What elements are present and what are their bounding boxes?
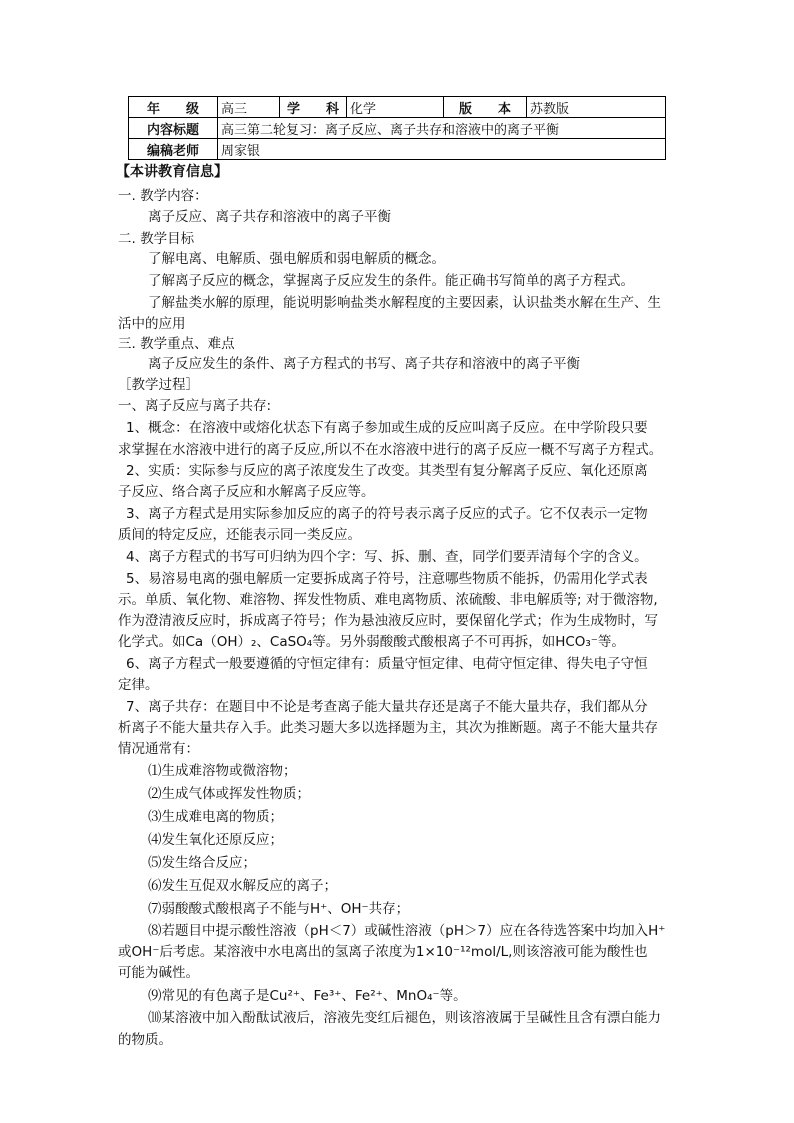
grade-value: 高三 xyxy=(218,97,280,118)
table-row xyxy=(129,139,666,160)
text-line: ⑴生成难溶物或微溶物； xyxy=(148,763,297,779)
text-line: ⑺弱酸酸式酸根离子不能与H⁺、OH⁻共存； xyxy=(148,901,410,917)
content-label: 内容标题 xyxy=(129,118,218,139)
content-value: 高三第二轮复习：离子反应、离子共存和溶液中的离子平衡 xyxy=(218,118,666,139)
text-line: 示。单质、氧化物、难溶物、挥发性物质、难电离物质、浓硫酸、非电解质等; 对于微溶物, xyxy=(118,592,658,608)
text-line: 化学式。如Ca（OH）₂、CaSO₄等。另外弱酸酸式酸根离子不可再拆，如HCO₃⁻等。 xyxy=(118,634,625,650)
text-line: 质间的特定反应，还能表示同一类反应。 xyxy=(118,527,361,543)
text-line: ⑸发生络合反应； xyxy=(148,855,256,871)
text-line: 子反应、络合离子反应和水解离子反应等。 xyxy=(118,484,375,500)
text-line: 情况通常有： xyxy=(118,741,199,757)
editor-value: 周家银 xyxy=(218,139,666,160)
text-line: ⑵生成气体或挥发性物质； xyxy=(148,786,310,802)
text-line: 一. 教学内容： xyxy=(118,188,208,204)
text-line: 3、离子方程式是用实际参加反应的离子的符号表示离子反应的式子。它不仅表示一定物 xyxy=(126,506,648,522)
text-line: 活中的应用 xyxy=(118,316,186,332)
text-line: 作为澄清液反应时，拆成离子符号；作为悬浊液反应时，要保留化学式；作为生成物时，写 xyxy=(118,613,658,629)
subject-label: 学 科 xyxy=(280,97,347,118)
text-line: 6、离子方程式一般要遵循的守恒定律有：质量守恒定律、电荷守恒定律、得失电子守恒 xyxy=(126,656,648,672)
text-line: ⑻若题目中提示酸性溶液（pH＜7）或碱性溶液（pH＞7）应在各待选答案中均加入H⁺ xyxy=(148,923,666,939)
editor-label: 编稿老师 xyxy=(129,139,218,160)
text-line: 一、离子反应与离子共存: xyxy=(118,398,272,414)
text-line: 析离子不能大量共存入手。此类习题大多以选择题为主，其次为推断题。离子不能大量共存 xyxy=(118,720,658,736)
text-line: ⑷发生氧化还原反应； xyxy=(148,832,283,848)
grade-label: 年 级 xyxy=(129,97,218,118)
text-line: 5、易溶易电离的强电解质一定要拆成离子符号，注意哪些物质不能拆，仍需用化学式表 xyxy=(126,571,648,587)
text-line: 或OH⁻后考虑。某溶液中水电离出的氢离子浓度为1×10⁻¹²mol/L,则该溶液可能为酸性也 xyxy=(118,944,648,960)
edition-value: 苏教版 xyxy=(527,97,666,118)
text-line: 离子反应发生的条件、离子方程式的书写、离子共存和溶液中的离子平衡 xyxy=(148,356,580,372)
text-line: 定律。 xyxy=(118,677,159,693)
text-line: 的物质。 xyxy=(118,1032,172,1048)
text-line: 1、概念：在溶液中或熔化状态下有离子参加或生成的反应叫离子反应。在中学阶段只要 xyxy=(126,420,648,436)
text-line: 了解电离、电解质、强电解质和弱电解质的概念。 xyxy=(148,251,445,267)
text-line: ⑽某溶液中加入酚酞试液后，溶液先变红后褪色，则该溶液属于呈碱性且含有漂白能力 xyxy=(148,1010,661,1026)
edition-label: 版 本 xyxy=(444,97,527,118)
text-line: ⑼常见的有色离子是Cu²⁺、Fe³⁺、Fe²⁺、MnO₄⁻等。 xyxy=(148,988,467,1004)
text-line: 了解盐类水解的原理，能说明影响盐类水解程度的主要因素，认识盐类水解在生产、生 xyxy=(148,295,661,311)
subject-value: 化学 xyxy=(347,97,444,118)
header-table xyxy=(128,96,666,160)
text-line: 二. 教学目标 xyxy=(118,231,195,247)
text-line: 可能为碱性。 xyxy=(118,965,199,981)
text-line: ⑶生成难电离的物质； xyxy=(148,809,283,825)
table-row xyxy=(129,118,666,139)
text-line: ［教学过程］ xyxy=(118,377,199,393)
text-line: 2、实质：实际参与反应的离子浓度发生了改变。其类型有复分解离子反应、氧化还原离 xyxy=(126,463,648,479)
section-header: 【本讲教育信息】 xyxy=(116,164,228,180)
text-line: ⑹发生互促双水解反应的离子； xyxy=(148,878,337,894)
text-line: 4、离子方程式的书写可归纳为四个字：写、拆、删、查，同学们要弄清每个字的含义。 xyxy=(126,549,648,565)
table-row xyxy=(129,97,666,118)
text-line: 三. 教学重点、难点 xyxy=(118,336,235,352)
text-line: 求掌握在水溶液中进行的离子反应,所以不在水溶液中进行的离子反应一概不写离子方程式。 xyxy=(118,442,663,458)
text-line: 离子反应、离子共存和溶液中的离子平衡 xyxy=(148,209,391,225)
text-line: 了解离子反应的概念，掌握离子反应发生的条件。能正确书写简单的离子方程式。 xyxy=(148,273,634,289)
text-line: 7、离子共存：在题目中不论是考查离子能大量共存还是离子不能大量共存，我们都从分 xyxy=(126,699,648,715)
